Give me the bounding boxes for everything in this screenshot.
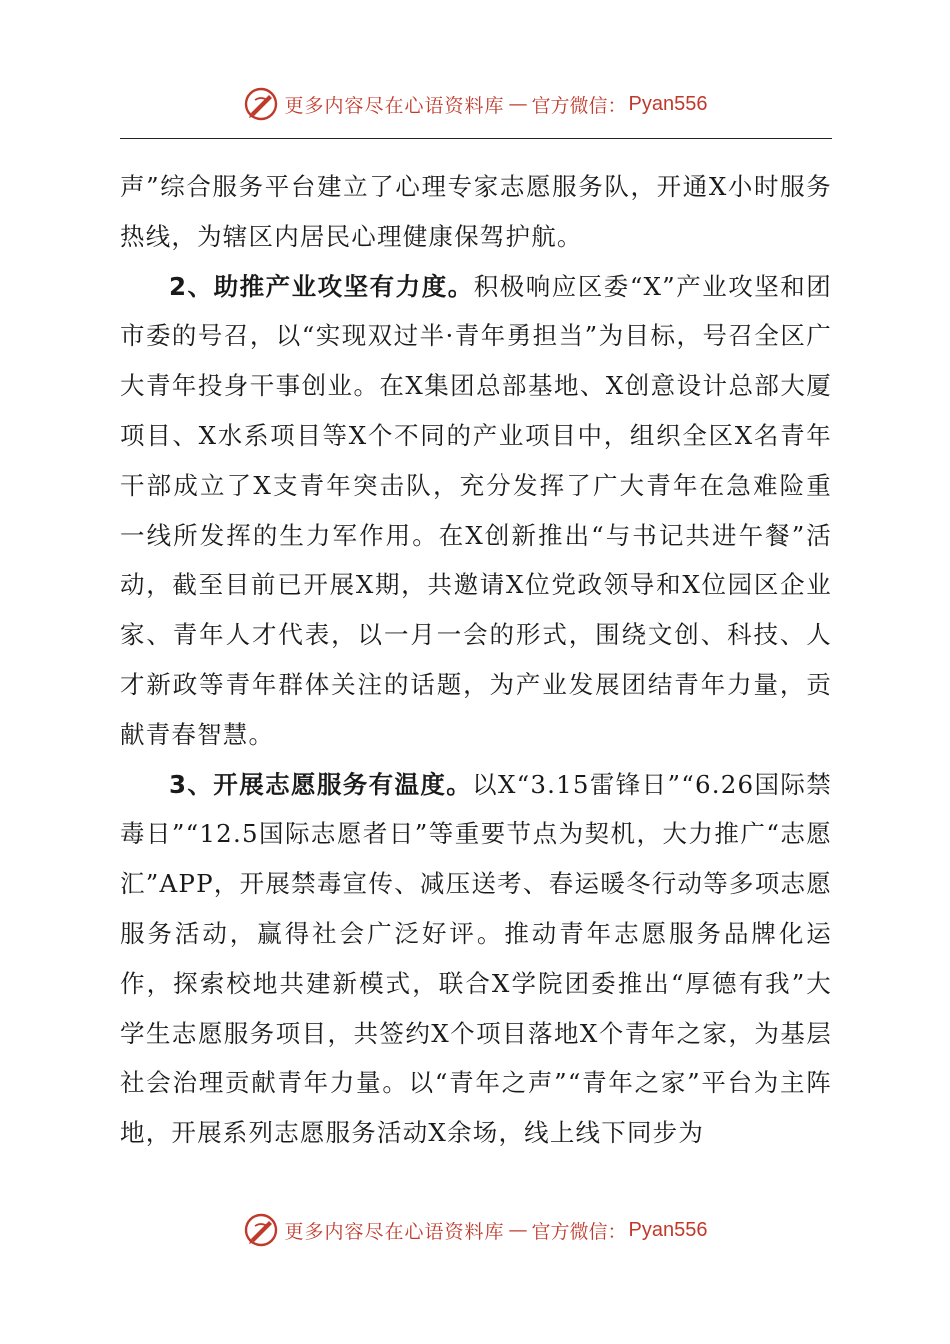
- pen-logo-icon: [243, 1212, 279, 1248]
- header-wechat-id: Pyan556: [628, 92, 708, 115]
- header-promo-text: 更多内容尽在心语资料库: [284, 94, 505, 117]
- paragraph-heading: 3、开展志愿服务有温度。: [169, 769, 473, 799]
- header-wechat-label: 官方微信：: [531, 94, 627, 117]
- footer-promo-text: 更多内容尽在心语资料库: [284, 1220, 505, 1243]
- paragraph-continuation: 声”综合服务平台建立了心理专家志愿服务队，开通X小时服务热线，为辖区内居民心理健康保驾护航。: [120, 172, 832, 251]
- footer-wechat-id: Pyan556: [628, 1218, 708, 1241]
- pen-logo-icon: [243, 86, 279, 122]
- header-dash: —: [508, 93, 528, 115]
- document-body: [120, 162, 832, 1158]
- footer-banner: [0, 1210, 950, 1250]
- paragraph-industry: [120, 262, 832, 760]
- header-divider: [120, 138, 832, 139]
- paragraph-text: 以X“3.15雷锋日”“6.26国际禁毒日”“12.5国际志愿者日”等重要节点为契机，大力推广“志愿汇”APP，开展禁毒宣传、减压送考、春运暖冬行动等多项志愿服务活动，赢得社会广泛好评。推动青年志愿服务品牌化运作，探索校地共建新模式，联合X学院团委推出“厚德有我”大学生志愿服务项目，共签约X个项目落地X个青年之家，为基层社会治理贡献青年力量。以“青年之声”“青年之家”平台为主阵地，开展系列志愿服务活动X余场，线上线下同步为: [120, 769, 832, 1148]
- paragraph-heading: 2、助推产业攻坚有力度。: [169, 271, 474, 301]
- paragraph-text: 积极响应区委“X”产业攻坚和团市委的号召，以“实现双过半·青年勇担当”为目标，号召全区广大青年投身干事创业。在X集团总部基地、X创意设计总部大厦项目、X水系项目等X个不同的产业项目中，组织全区X名青年干部成立了X支青年突击队，充分发挥了广大青年在急难险重一线所发挥的生力军作用。在X创新推出“与书记共进午餐”活动，截至目前已开展X期，共邀请X位党政领导和X位园区企业家、青年人才代表，以一月一会的形式，围绕文创、科技、人才新政等青年群体关注的话题，为产业发展团结青年力量，贡献青春智慧。: [120, 271, 832, 749]
- header-banner: [0, 84, 950, 124]
- footer-wechat-label: 官方微信：: [531, 1220, 627, 1243]
- footer-dash: —: [508, 1219, 528, 1241]
- paragraph-volunteer: [120, 760, 832, 1158]
